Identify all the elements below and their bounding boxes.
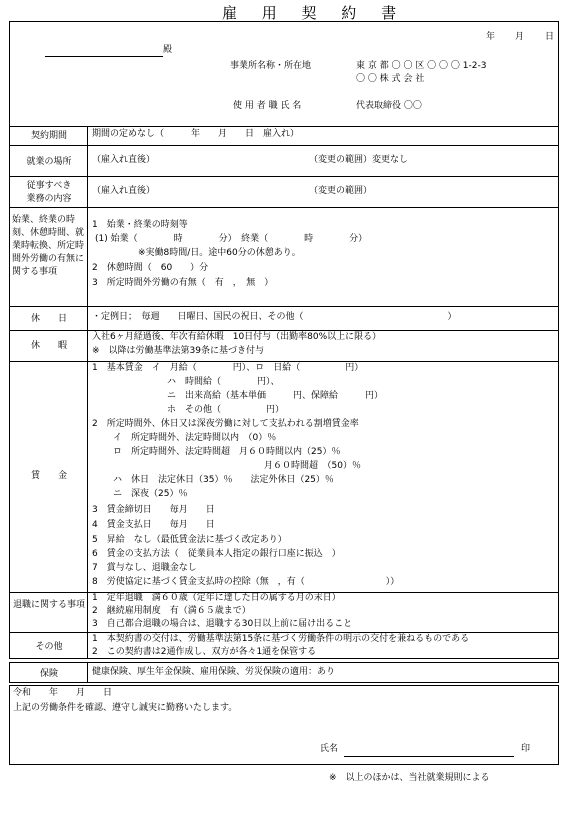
holidays-label: 休 日 xyxy=(30,314,67,324)
other-label: その他 xyxy=(35,642,63,652)
other-line: 1 本契約書の交付は、労働基準法第15条に基づく労働条件の明示の交付を兼ねるものである xyxy=(92,634,470,644)
insurance-label: 保険 xyxy=(39,669,58,679)
row-divider xyxy=(9,126,559,127)
wages-line: ニ 深夜（25）％ xyxy=(113,489,188,499)
row-divider xyxy=(9,361,559,362)
row-divider xyxy=(9,330,559,331)
wages-line: ハ 休日 法定休日（35）％ 法定外休日（25）％ xyxy=(113,475,334,485)
company-address: 東 京 都 〇 〇 区 〇 〇 〇 1-2-3 xyxy=(356,61,487,71)
date-day: 日 xyxy=(545,32,555,42)
hours-line: 3 所定時間外労働の有無（ 有 ， 無 ） xyxy=(92,278,274,288)
company-label: 事業所名称・所在地 xyxy=(230,61,312,71)
duties-text-1: （雇入れ直後） xyxy=(92,186,156,196)
date-month: 月 xyxy=(515,32,525,42)
row-divider xyxy=(9,632,559,633)
addressee-line xyxy=(45,56,163,57)
signature-name-label: 氏名 xyxy=(320,744,339,754)
period-text: 期間の定めなし（ 年 月 日 雇入れ） xyxy=(92,129,300,139)
wages-line: ニ 出来高給（基本単価 円、保障給 円） xyxy=(167,391,384,401)
addressee-suffix: 殿 xyxy=(163,45,173,55)
period-label: 契約期間 xyxy=(30,131,67,141)
row-divider xyxy=(9,176,559,177)
duties-label-1: 従事すべき xyxy=(26,181,72,191)
wages-line: 2 所定時間外、休日又は深夜労働に対して支払われる割増賃金率 xyxy=(92,419,359,429)
wages-line: イ 所定時間外、法定時間以内 （0）％ xyxy=(113,433,277,443)
duties-text-2: （変更の範囲） xyxy=(309,186,373,196)
other-line: 2 この契約書は2通作成し、双方が各々1通を保管する xyxy=(92,647,317,657)
hours-line: 2 休憩時間（ 60 ）分 xyxy=(92,263,209,273)
seal-mark: 印 xyxy=(521,744,531,754)
leave-label: 休 暇 xyxy=(30,341,67,351)
leave-line: 入社6ヶ月経過後、年次有給休暇 10日付与（出勤率80%以上に限る） xyxy=(92,332,382,342)
row-divider xyxy=(9,306,559,307)
hours-line: 1 始業・終業の時刻等 xyxy=(92,220,188,230)
duties-label-2: 業務の内容 xyxy=(26,194,72,204)
employer-value: 代表取締役 〇〇 xyxy=(356,101,422,111)
wages-label: 賃 金 xyxy=(30,471,67,481)
hours-line: (1) 始業（ 時 分） 終業（ 時 分） xyxy=(95,234,368,244)
workplace-text-2: （変更の範囲）変更なし xyxy=(309,155,409,165)
retirement-line: 1 定年退職 満６０歳（定年に達した日の属する月の末日） xyxy=(92,593,341,603)
wages-line: ハ 時間給（ 円）、 xyxy=(167,377,280,387)
wages-line: ホ その他（ 円） xyxy=(167,405,285,415)
signature-date: 令和 年 月 日 xyxy=(13,688,113,698)
leave-line: ※ 以降は労働基準法第39条に基づき付与 xyxy=(92,346,264,356)
workplace-label: 就業の場所 xyxy=(26,157,72,167)
workplace-text-1: （雇入れ直後） xyxy=(92,155,156,165)
insurance-divider xyxy=(87,662,88,683)
row-divider xyxy=(9,145,559,146)
hours-line: ※実働8時間/日。途中60分の休憩あり。 xyxy=(138,248,301,258)
date-year: 年 xyxy=(486,32,496,42)
insurance-text: 健康保険、厚生年金保険、雇用保険、労災保険の適用：あり xyxy=(92,667,336,677)
retirement-line: 2 継続雇用制度 有（満６５歳まで） xyxy=(92,606,251,616)
retirement-label: 退職に関する事項 xyxy=(12,600,85,610)
wages-line: 8 労使協定に基づく賃金支払時の控除（無 ，有（ ）） xyxy=(92,577,400,587)
row-divider xyxy=(9,207,559,208)
label-column-divider xyxy=(87,126,88,659)
document-title: 雇 用 契 約 書 xyxy=(222,4,407,22)
wages-line: 3 賃金締切日 毎月 日 xyxy=(92,505,215,515)
employer-label: 使 用 者 職 氏 名 xyxy=(233,101,302,111)
signature-line xyxy=(344,756,514,757)
signature-statement: 上記の労働条件を確認、遵守し誠実に勤務いたします。 xyxy=(13,703,238,713)
holidays-text: ・定例日； 毎週 日曜日、国民の祝日、その他（ ） xyxy=(92,312,457,322)
wages-line: 5 昇給 なし（最低賃金法に基づく改定あり） xyxy=(92,535,287,545)
wages-line: ロ 所定時間外、法定時間超 月６０時間以内（25）％ xyxy=(113,447,341,457)
retirement-line: 3 自己都合退職の場合は、退職する30日以上前に届け出ること xyxy=(92,619,353,629)
hours-label: 始業、終業の時刻、休憩時間、就業時転換、所定時間外労働の有無に関する事項 xyxy=(12,215,85,278)
footnote: ※ 以上のほかは、当社就業規則による xyxy=(329,773,490,783)
wages-line: 7 賞与なし、退職金なし xyxy=(92,563,197,573)
wages-line: 1 基本賃金 イ 月給（ 円）、ロ 日給（ 円） xyxy=(92,363,364,373)
wages-line: 6 賃金の支払方法（ 従業員本人指定の銀行口座に振込 ） xyxy=(92,549,341,559)
wages-line: 4 賃金支払日 毎月 日 xyxy=(92,520,215,530)
company-name: 〇 〇 株 式 会 社 xyxy=(356,74,425,84)
wages-line: 月６０時間超 （50）％ xyxy=(264,461,361,471)
